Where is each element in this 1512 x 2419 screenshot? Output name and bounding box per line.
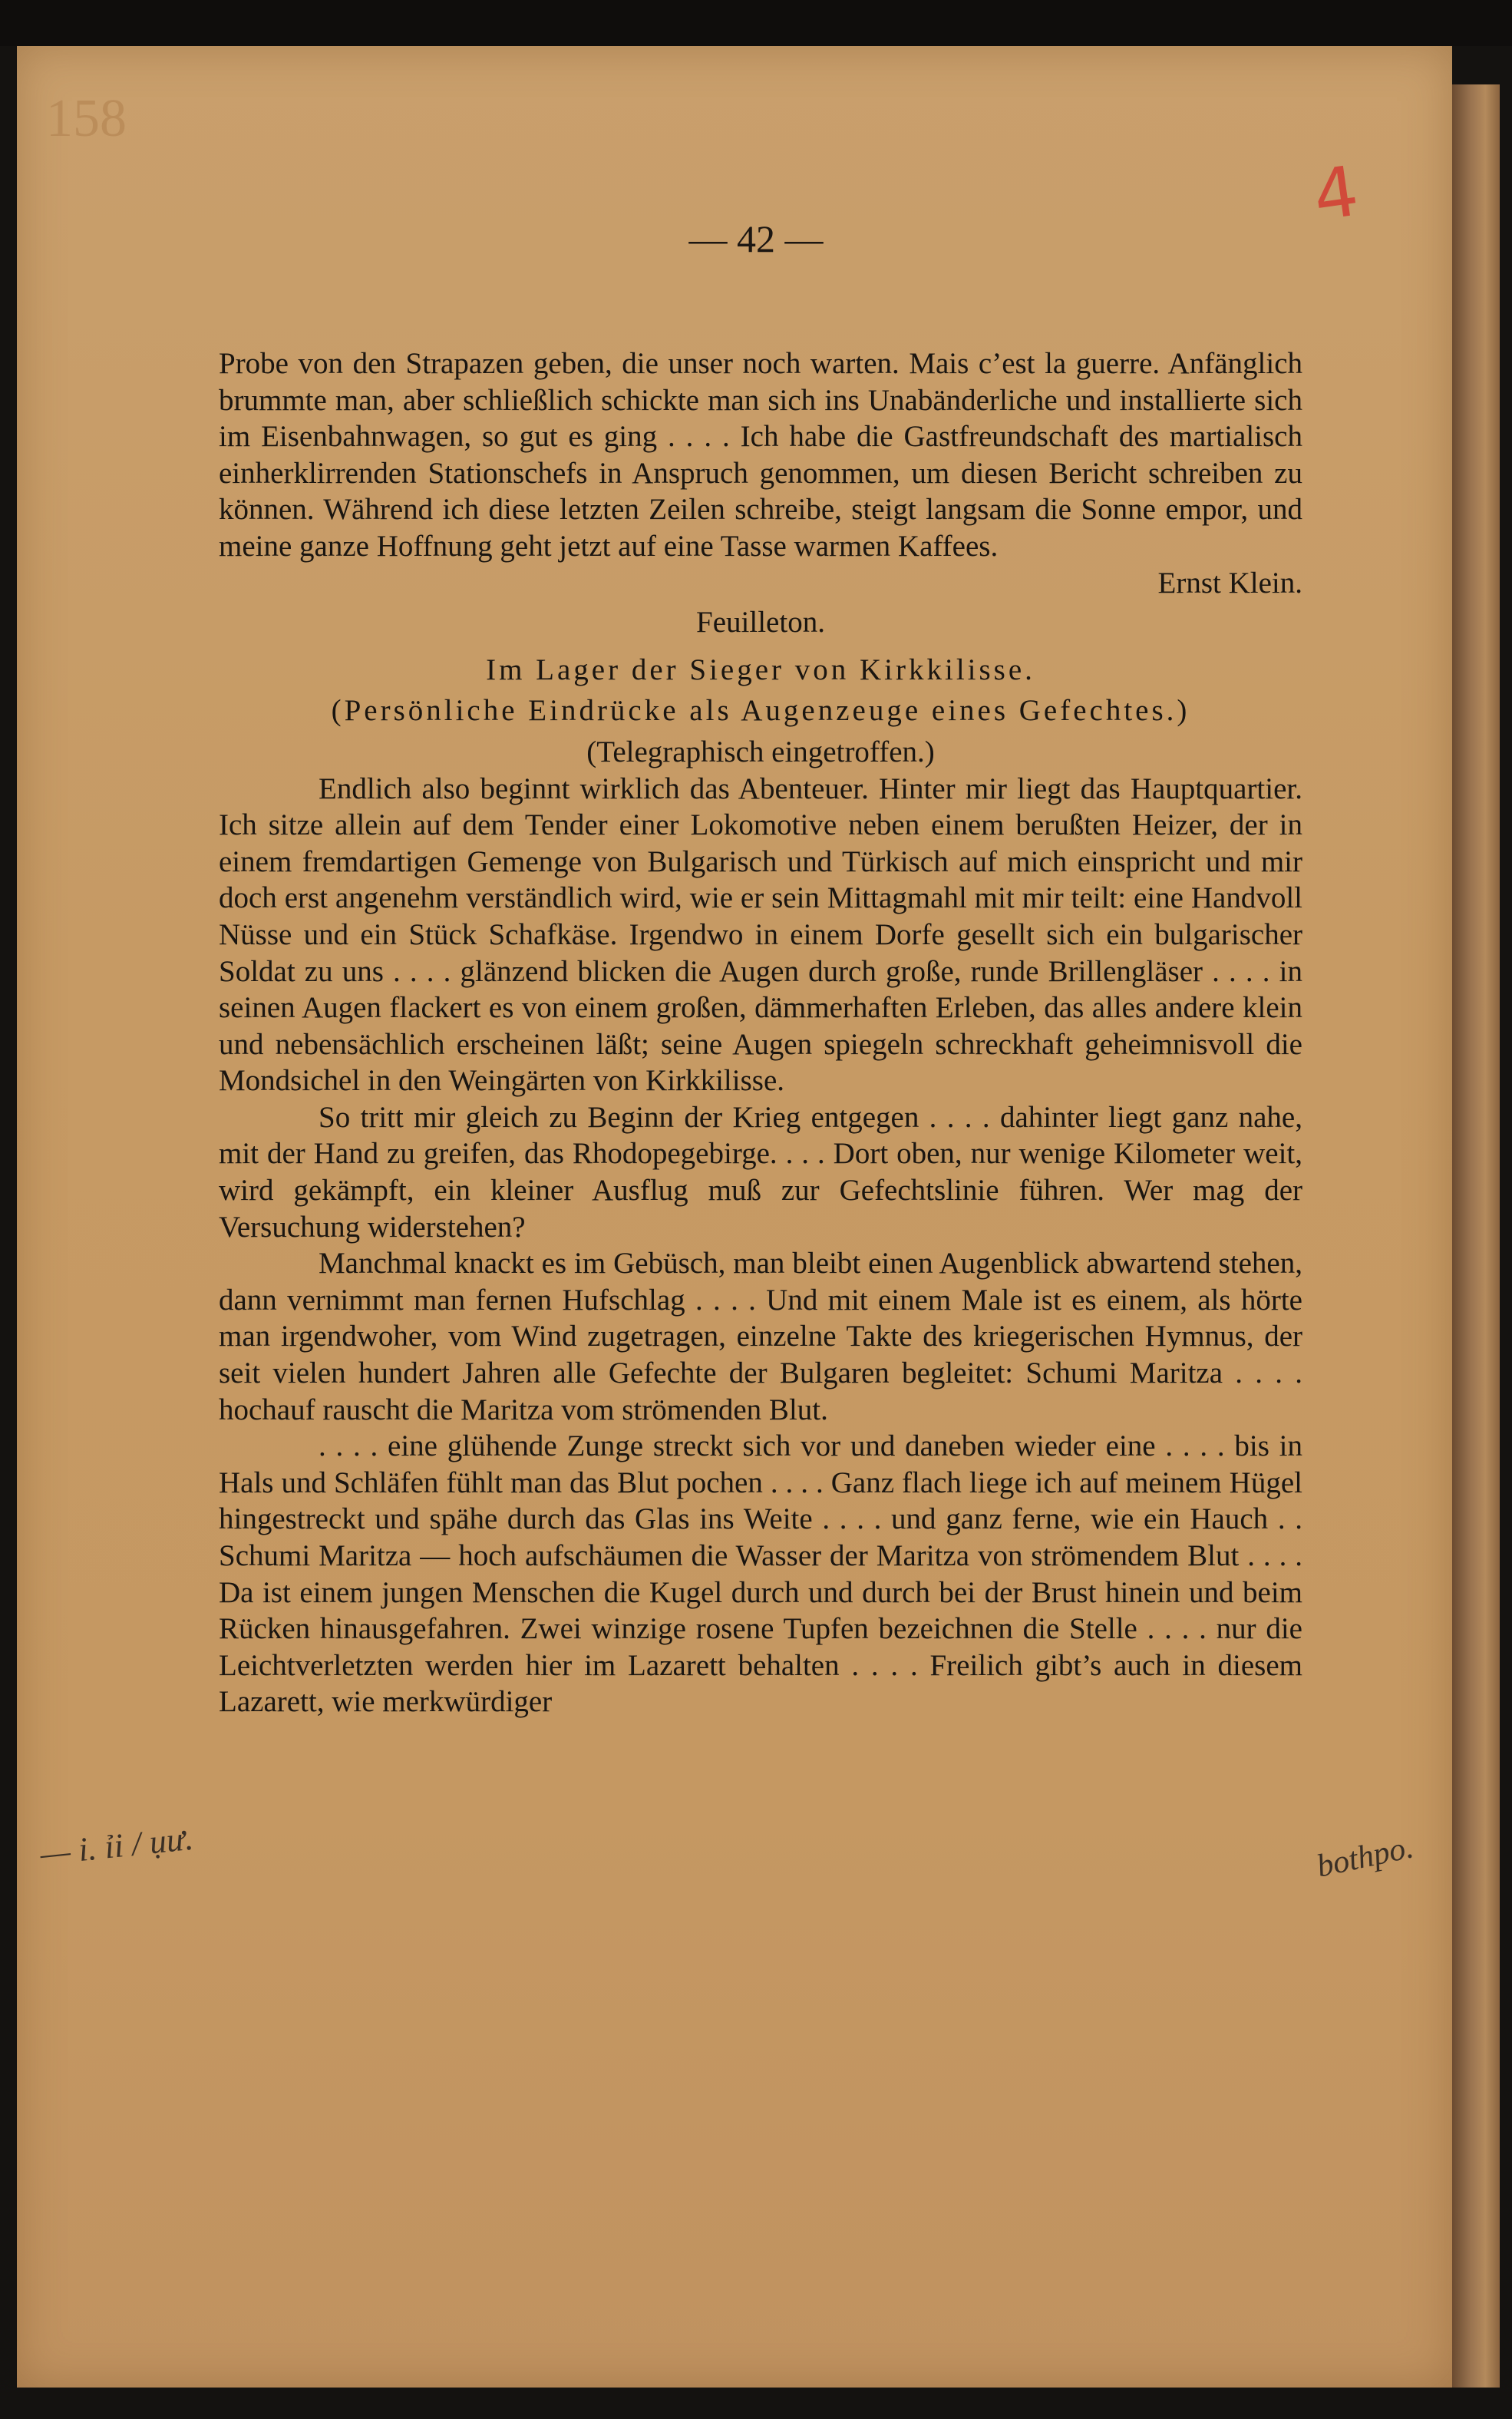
feuilleton-telegraph-note: (Telegraphisch eingetroffen.) bbox=[586, 735, 935, 768]
feuilleton-title: Im Lager der Sieger von Kirkkilisse. bbox=[486, 653, 1035, 686]
article-author-signature: Ernst Klein. bbox=[1157, 566, 1302, 600]
feuilleton-paragraph-1: Endlich also beginnt wirklich das Abenteuer. Hinter mir liegt das Hauptquartier. Ich sitze allein auf dem Tender einer Lokomotive neben einem berußten Heizer, der in einem fremdartigen Gemenge von Bulgarisch und Türkisch auf mich einspricht und mir doch erst angenehm verständlich wird, wie er sein Mittagmahl mit mir teilt: eine Handvoll Nüsse und ein Stück Schafkäse. Irgendwo in einem Dorfe gesellt sich ein bulgarischer Soldat zu uns . . . . glänzend blicken die Augen durch große, runde Brillengläser . . . . in seinen Augen flackert es von einem großen, dämmerhaften Erleben, das alles andere klein und nebensächlich erscheinen läßt; seine Augen spiegeln schreckhaft geheimnisvoll die Mondsichel in den Weingärten von Kirkkilisse. bbox=[219, 772, 1302, 1098]
section-label-feuilleton: Feuilleton. bbox=[696, 606, 825, 639]
feuilleton-paragraph-2: So tritt mir gleich zu Beginn der Krieg entgegen . . . . dahinter liegt ganz nahe, mit der Hand zu greifen, das Rhodopegebirge. . . . Dort oben, nur wenige Kilometer weit, wird gekämpft, ein kleiner Ausflug muß zur Gefechtslinie führen. Wer mag der Versuchung widerstehen? bbox=[219, 1100, 1302, 1244]
red-pencil-mark: 4 bbox=[1308, 150, 1364, 237]
margin-handwritten-note-left: — i. ỉi / ụư. bbox=[38, 1819, 195, 1873]
feuilleton-paragraph-3: Manchmal knackt es im Gebüsch, man bleibt einen Augenblick abwartend stehen, dann vernimmt man fernen Hufschlag . . . . Und mit einem Male ist es einem, als hörte man irgendwoher, vom Wind zugetragen, einzelne Takte des kriegerischen Hymnus, der seit vielen hundert Jahren alle Gefechte der Bulgaren begleitet: Schumi Maritza . . . . hochauf rauscht die Maritza vom strömenden Blut. bbox=[219, 1247, 1302, 1426]
article-text-column bbox=[219, 345, 1302, 1720]
faded-stamp-mark: 158 bbox=[46, 89, 127, 148]
article-continuation-paragraph: Probe von den Strapazen geben, die unser noch warten. Mais c’est la guerre. Anfänglich brummte man, aber schließlich schickte man sich ins Unabänderliche und installierte sich im Eisenbahnwagen, so gut es ging . . . . Ich habe die Gastfreundschaft des martialisch einherklirrenden Stationschefs in Anspruch genommen, um diesen Bericht schreiben zu können. Während ich diese letzten Zeilen schreibe, steigt langsam die Sonne empor, und meine ganze Hoffnung geht jetzt auf eine Tasse warmen Kaffees. bbox=[219, 347, 1302, 563]
feuilleton-subtitle: (Persönliche Eindrücke als Augenzeuge eines Gefechtes.) bbox=[331, 694, 1190, 728]
scan-background-top bbox=[0, 0, 1512, 46]
feuilleton-paragraph-4: . . . . eine glühende Zunge streckt sich vor und daneben wieder eine . . . . bis in Hals und Schläfen fühlt man das Blut pochen . . . . Ganz flach liege ich auf meinem Hügel hingestreckt und spähe durch das Glas ins Weite . . . . und ganz ferne, wie ein Hauch . . Schumi Maritza — hoch aufschäumen die Wasser der Maritza von strömendem Blut . . . . Da ist einem jungen Menschen die Kugel durch und durch bei der Brust hinein und beim Rücken hinausgefahren. Zwei winzige rosene Tupfen bezeichnen die Stelle . . . . nur die Leichtverletzten werden hier im Lazarett behalten . . . . Freilich gibt’s auch in diesem Lazarett, wie merkwürdiger bbox=[219, 1429, 1302, 1719]
margin-handwritten-note-right: bothpo. bbox=[1313, 1829, 1417, 1885]
page-number: — 42 — bbox=[688, 217, 824, 260]
page-edge-binding bbox=[1452, 84, 1500, 2388]
